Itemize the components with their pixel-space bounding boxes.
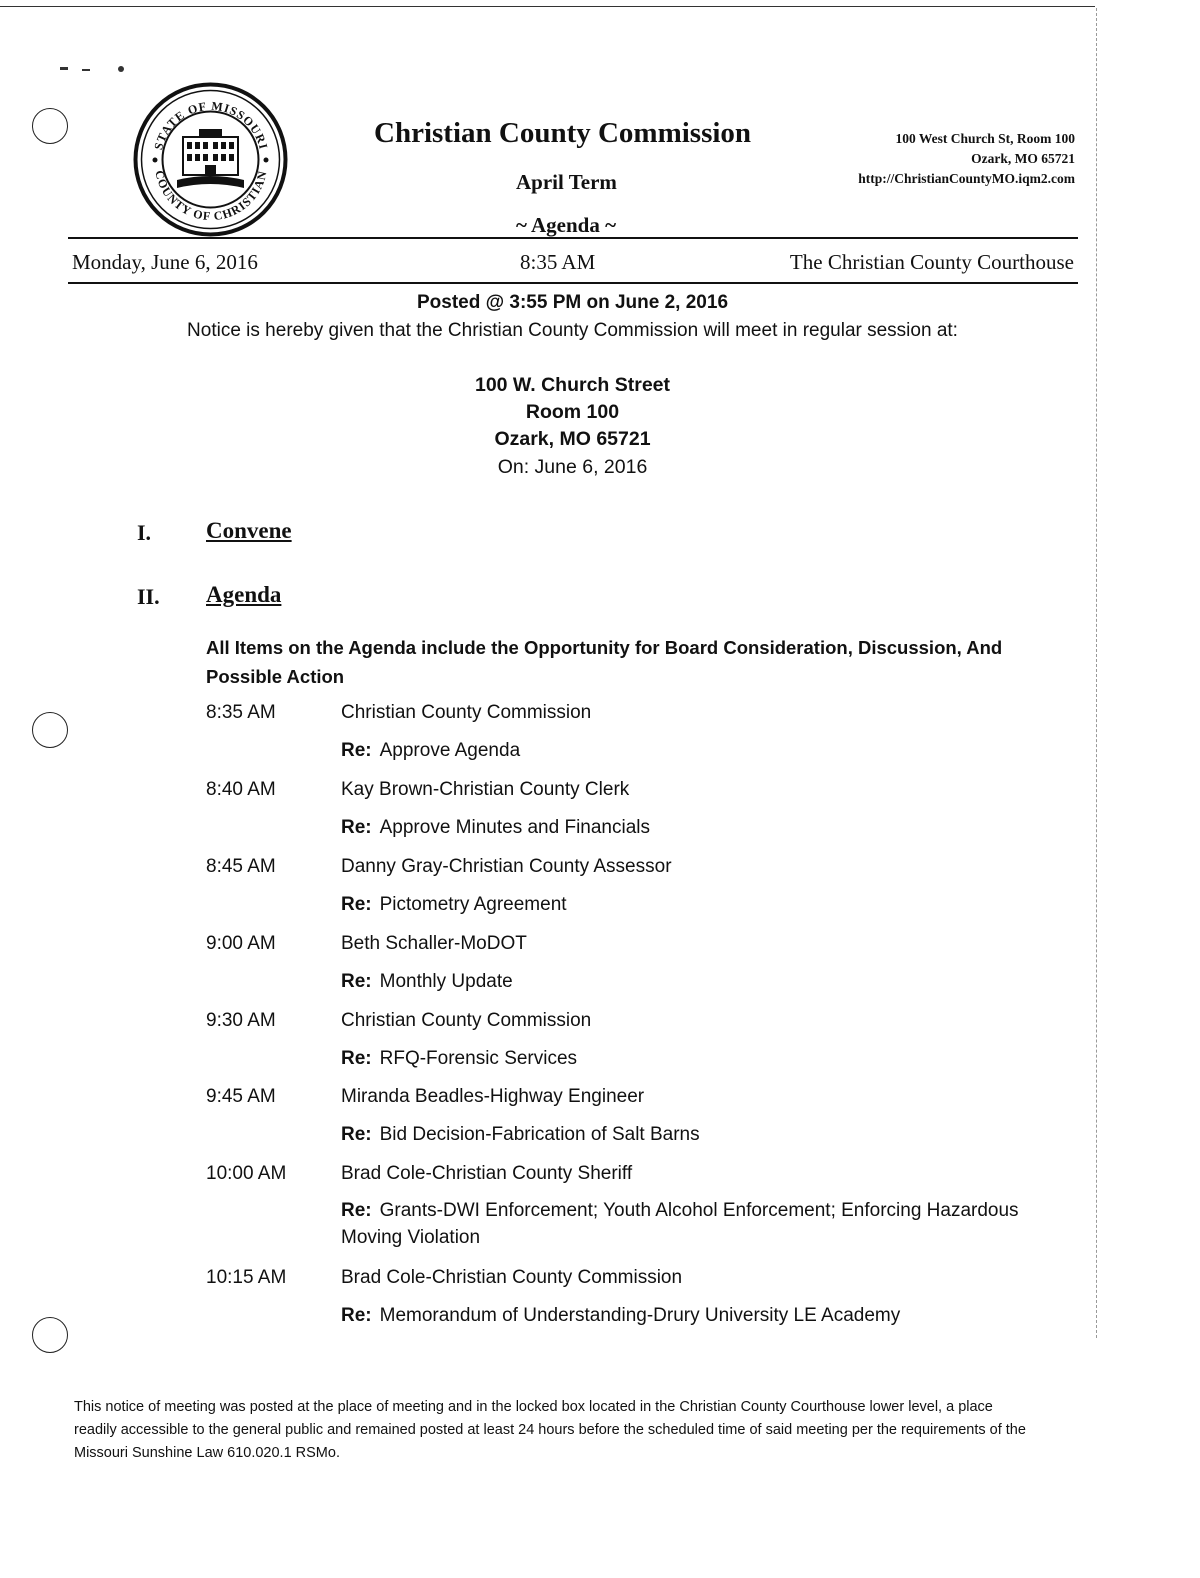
scan-speck — [82, 69, 90, 71]
re-label: Re: — [341, 894, 372, 915]
agenda-item-time: 8:45 AM — [206, 856, 276, 877]
agenda-item-topic — [341, 814, 1041, 841]
agenda-item-topic — [341, 1302, 1041, 1329]
agenda-item-topic — [341, 1045, 1041, 1072]
agenda-item-topic — [341, 968, 1041, 995]
section-number-convene: I. — [137, 520, 152, 545]
agenda-item-topic-text: Approve Agenda — [379, 740, 521, 761]
scan-right-edge — [1096, 8, 1097, 1338]
agenda-item-topic-text: Approve Minutes and Financials — [379, 817, 650, 838]
section-title-convene: Convene — [206, 518, 292, 543]
location-date: On: June 6, 2016 — [497, 456, 648, 478]
meeting-date: Monday, June 6, 2016 — [72, 250, 258, 274]
agenda-item-topic — [341, 891, 1041, 918]
agenda-item-topic-text: Pictometry Agreement — [379, 894, 567, 915]
binder-hole-top — [32, 108, 68, 144]
scan-top-edge — [0, 6, 1095, 7]
agenda-consideration-note: All Items on the Agenda include the Opportunity for Board Consideration, Discussion, And Possible Action — [206, 637, 1003, 687]
agenda-item-presenter: Kay Brown-Christian County Clerk — [341, 779, 630, 800]
posted-timestamp: Posted @ 3:55 PM on June 2, 2016 — [416, 292, 729, 313]
agenda-item-presenter: Christian County Commission — [341, 702, 592, 723]
re-label: Re: — [341, 1305, 372, 1326]
county-seal-logo — [133, 82, 288, 237]
section-title-agenda: Agenda — [206, 582, 282, 607]
agenda-item-topic-text: Memorandum of Understanding-Drury University LE Academy — [379, 1305, 901, 1326]
re-label: Re: — [341, 971, 372, 992]
re-label: Re: — [341, 1048, 372, 1069]
agenda-item-topic — [341, 737, 1041, 764]
section-number-agenda: II. — [137, 584, 160, 609]
binder-hole-middle — [32, 712, 68, 748]
address-line-1: 100 West Church St, Room 100 — [895, 131, 1075, 146]
location-city: Ozark, MO 65721 — [494, 428, 651, 450]
agenda-item-time: 8:40 AM — [206, 779, 276, 800]
office-address — [835, 129, 1075, 189]
location-room: Room 100 — [525, 401, 620, 423]
agenda-item-topic-text: Grants-DWI Enforcement; Youth Alcohol Enforcement; Enforcing Hazardous Moving Violation — [341, 1200, 1019, 1248]
agenda-item-presenter: Brad Cole-Christian County Sheriff — [341, 1163, 633, 1184]
agenda-item-presenter: Beth Schaller-MoDOT — [341, 933, 527, 954]
meeting-place: The Christian County Courthouse — [789, 250, 1074, 274]
re-label: Re: — [341, 817, 372, 838]
agenda-item-topic-text: Monthly Update — [379, 971, 513, 992]
agenda-item-topic-text: Bid Decision-Fabrication of Salt Barns — [379, 1124, 700, 1145]
agenda-item-time: 9:30 AM — [206, 1010, 276, 1031]
agenda-item-topic — [341, 1197, 1041, 1251]
term-label: April Term — [516, 170, 617, 194]
agenda-item-time: 9:45 AM — [206, 1086, 276, 1107]
location-street: 100 W. Church Street — [474, 374, 671, 396]
scan-speck — [60, 67, 68, 70]
seal-bottom-text: COUNTY OF CHRISTIAN — [152, 168, 270, 224]
address-line-2: Ozark, MO 65721 — [971, 151, 1075, 166]
seal-top-text: STATE OF MISSOURI — [151, 98, 271, 152]
meeting-time: 8:35 AM — [520, 250, 596, 274]
header-divider-top — [68, 237, 1078, 239]
header-divider-bottom — [68, 282, 1078, 284]
agenda-heading: ~ Agenda ~ — [516, 213, 617, 237]
scan-speck — [118, 66, 124, 72]
binder-hole-bottom — [32, 1317, 68, 1353]
agenda-item-time: 10:00 AM — [206, 1163, 287, 1184]
re-label: Re: — [341, 740, 372, 761]
website-link[interactable]: http://ChristianCountyMO.iqm2.com — [858, 171, 1075, 186]
notice-text: Notice is hereby given that the Christian County Commission will meet in regular session at: — [187, 320, 958, 341]
posting-notice-footer: This notice of meeting was posted at the place of meeting and in the locked box located in the Christian County Courthouse lower level, a place readily accessible to the general public and remained posted at least 24 hours before the scheduled time of said meeting per the requirements of the Missouri Sunshine Law 610.020.1 RSMo. — [74, 1399, 1026, 1461]
agenda-item-presenter: Brad Cole-Christian County Commission — [341, 1267, 683, 1288]
re-label: Re: — [341, 1124, 372, 1145]
agenda-item-presenter: Christian County Commission — [341, 1010, 592, 1031]
agenda-item-time: 9:00 AM — [206, 933, 276, 954]
agenda-item-presenter: Miranda Beadles-Highway Engineer — [341, 1086, 645, 1107]
agenda-item-topic-text: RFQ-Forensic Services — [379, 1048, 578, 1069]
agenda-item-time: 10:15 AM — [206, 1267, 287, 1288]
agenda-item-presenter: Danny Gray-Christian County Assessor — [341, 856, 672, 877]
agenda-item-topic — [341, 1121, 1041, 1148]
agenda-item-time: 8:35 AM — [206, 702, 276, 723]
re-label: Re: — [341, 1200, 372, 1221]
document-title: Christian County Commission — [374, 117, 752, 149]
